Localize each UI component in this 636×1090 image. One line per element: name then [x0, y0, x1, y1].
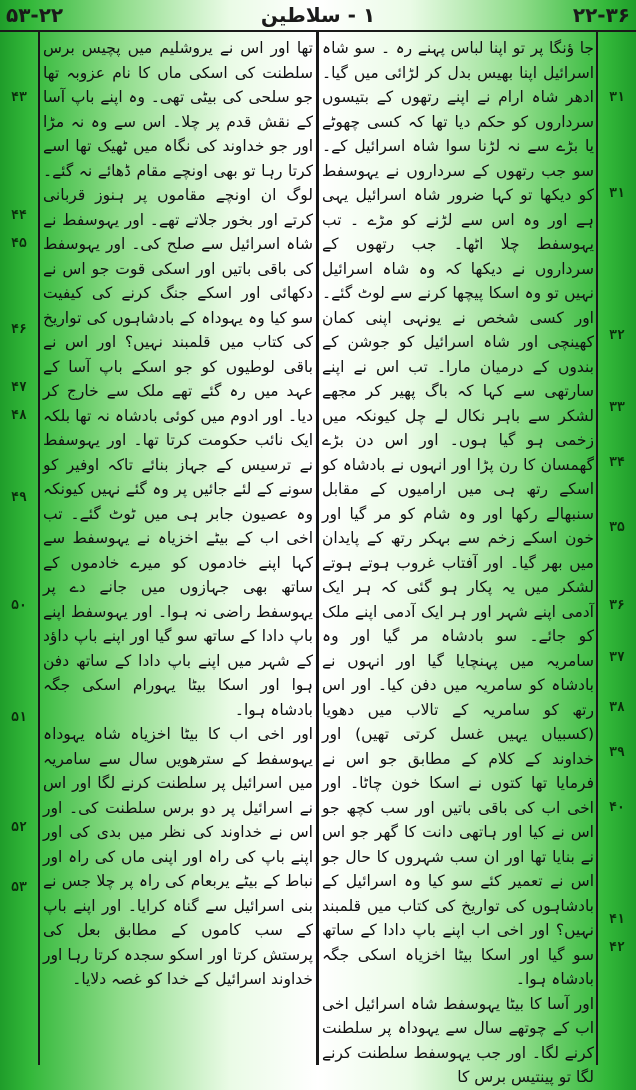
verse-number: ۵۱	[11, 710, 27, 725]
verse-number: ۴۹	[11, 490, 27, 505]
paragraph: اور اخی اب کا بیٹا اخزیاہ شاہ یہوداہ یہوسفط کے سترھویں سال سے سامریہ میں اسرائیل پر سلطنت کرنے لگا اور اس نے اسرائیل پر دو برس سلطنت کی۔ اور اس نے خداوند کی نظر میں بدی کی اور اپنے باپ کی راہ اور اپنی ماں کی راہ اور نباط کے بیٹے یربعام کی راہ پر چلا جس نے بنی اسرائیل سے گناہ کرایا۔ اور اپنے باپ کے سب کاموں کے مطابق بعل کی پرستش کرتا اور اسکو سجدہ کرتا رہا اور خداوند اسرائیل کے خدا کو غصہ دلایا۔	[43, 725, 313, 988]
verse-number: ۳۸	[609, 700, 625, 715]
verse-number: ۴۴	[11, 208, 27, 223]
right-text-column	[322, 36, 594, 1090]
chapter-verse-range-right: ۲۲-۳۶	[572, 3, 630, 27]
left-text-column	[43, 36, 313, 992]
page-header	[0, 0, 636, 32]
chapter-verse-range-left: ۵۳-۲۲	[6, 3, 64, 27]
verse-number: ۴۶	[11, 322, 27, 337]
book-title: ۱ - سلاطین	[260, 3, 376, 27]
verse-number: ۳۶	[609, 598, 625, 613]
verse-number: ۳۱	[609, 186, 625, 201]
verse-number: ۵۲	[11, 820, 27, 835]
verse-number: ۳۴	[609, 455, 625, 470]
verse-number: ۳۱	[609, 90, 625, 105]
verse-number: ۳۳	[609, 400, 625, 415]
column-divider	[316, 32, 319, 1065]
left-margin-rule	[38, 32, 40, 1065]
verse-number: ۴۷	[11, 380, 27, 395]
right-margin-rule	[596, 32, 598, 1065]
verse-number: ۴۸	[11, 408, 27, 423]
verse-number: ۳۵	[609, 520, 625, 535]
verse-number: ۴۱	[609, 912, 625, 927]
verse-number: ۴۲	[609, 940, 625, 955]
verse-number: ۳۲	[609, 328, 625, 343]
verse-number: ۴۳	[11, 90, 27, 105]
verse-number: ۵۳	[11, 880, 27, 895]
paragraph: تھا اور اس نے یروشلیم میں پچیس برس سلطنت کی اسکی ماں کا نام عزوبہ تھا جو سلحی کی بیٹی تھی۔ وہ اپنے باپ آسا کے نقش قدم پر چلا۔ اس سے وہ نہ مڑا اور جو خداوند کی نگاہ میں ٹھیک تھا اسے کرتا رہا تو بھی اونچے مقام ڈھائے نہ گئے۔ لوگ ان اونچے مقاموں پر ہنوز قربانی کرتے اور بخور جلاتے تھے۔ اور یہوسفط نے شاہ اسرائیل سے صلح کی۔ اور یہوسفط کی باقی باتیں اور اسکی قوت جو اس نے دکھائی اور اسکے جنگ کرنے کی کیفیت سو کیا وہ یہوداہ کے بادشاہوں کی تواریخ کی کتاب میں قلمبند نہیں؟ اور اس نے باقی لوطیوں کو جو اسکے باپ آسا کے عہد میں رہ گئے تھے ملک سے خارج کر دیا۔ اور ادوم میں کوئی بادشاہ نہ تھا بلکہ ایک نائب حکومت کرتا تھا۔ اور یہوسفط نے ترسیس کے جہاز بنائے تاکہ اوفیر کو سونے کے لئے جائیں پر وہ گئے نہیں کیونکہ وہ عصیون جابر ہی میں ٹوٹ گئے۔ تب اخی اب کے بیٹے اخزیاہ نے یہوسفط سے کہا اپنے خادموں کو میرے خادموں کے ساتھ بھی جہازوں میں جانے دے پر یہوسفط راضی نہ ہوا۔ اور یہوسفط اپنے باپ دادا کے ساتھ سو گیا اور اپنے باپ داؤد کے شہر میں اپنے باپ دادا کے ساتھ دفن ہوا اور اسکا بیٹا یہورام اسکی جگہ بادشاہ ہوا۔	[43, 39, 313, 719]
verse-number: ۳۷	[609, 650, 625, 665]
paragraph: جا ؤنگا پر تو اپنا لباس پہنے رہ ۔ سو شاہ اسرائیل اپنا بھیس بدل کر لڑائی میں گیا۔ ادھر شاہ ارام نے اپنے رتھوں کے بتیسوں سرداروں کو حکم دیا تھا کہ کسی چھوٹے یا بڑے سے نہ لڑنا سوا شاہ اسرائیل کے۔ سو جب رتھوں کے سرداروں نے یہوسفط کو دیکھا تو کہا ضرور شاہ اسرائیل یہی ہے اور وہ اس سے لڑنے کو مڑے ۔ تب یہوسفط چلا اٹھا۔ جب رتھوں کے سرداروں نے دیکھا کہ وہ شاہ اسرائیل نہیں تو وہ اسکا پیچھا کرنے سے لوٹ گئے۔ اور کسی شخص نے یونہی اپنی کمان کھینچی اور شاہ اسرائیل کو جوشن کے بندوں کے درمیان مارا۔ تب اس نے اپنے سارتھی سے کہا کہ باگ پھیر کر مجھے لشکر سے باہر نکال لے چل کیونکہ میں زخمی ہو گیا ہوں۔ اور اس دن بڑے گھمسان کا رن پڑا اور انہوں نے بادشاہ کو اسکے رتھ ہی میں ارامیوں کے مقابل سنبھالے رکھا اور وہ شام کو مر گیا اور خون اسکے زخم سے بہکر رتھ کے پایدان میں بھر گیا۔ اور آفتاب غروب ہوتے ہوتے لشکر میں یہ پکار ہو گئی کہ ہر ایک آدمی اپنے شہر اور ہر ایک آدمی اپنے ملک کو جائے۔ سو بادشاہ مر گیا اور وہ سامریہ میں پہنچایا گیا اور انہوں نے بادشاہ کو سامریہ میں دفن کیا۔ اور اس رتھ کو سامریہ کے تالاب میں دھویا (کسبیاں یہیں غسل کرتی تھیں) اور خداوند کے کلام کے مطابق جو اس نے فرمایا تھا کتوں نے اسکا خون چاٹا۔ اور اخی اب کی باقی باتیں اور سب کچھ جو اس نے کیا اور ہاتھی دانت کا گھر جو اس نے بنایا تھا اور ان سب شہروں کا حال جو اس نے تعمیر کئے سو کیا وہ اسرائیل کے بادشاہوں کی تواریخ کی کتاب میں قلمبند نہیں؟ اور اخی اب اپنے باپ دادا کے ساتھ سو گیا اور اسکا بیٹا اخزیاہ اسکی جگہ بادشاہ ہوا۔	[322, 39, 594, 988]
paragraph: اور آسا کا بیٹا یہوسفط شاہ اسرائیل اخی اب کے چوتھے سال سے یہوداہ پر سلطنت کرنے لگا۔ اور جب یہوسفط سلطنت کرنے لگا تو پینتیس برس کا	[322, 994, 594, 1086]
verse-number: ۵۰	[11, 598, 27, 613]
verse-number: ۳۹	[609, 745, 625, 760]
verse-number: ۴۰	[609, 800, 625, 815]
verse-number: ۴۵	[11, 236, 27, 251]
